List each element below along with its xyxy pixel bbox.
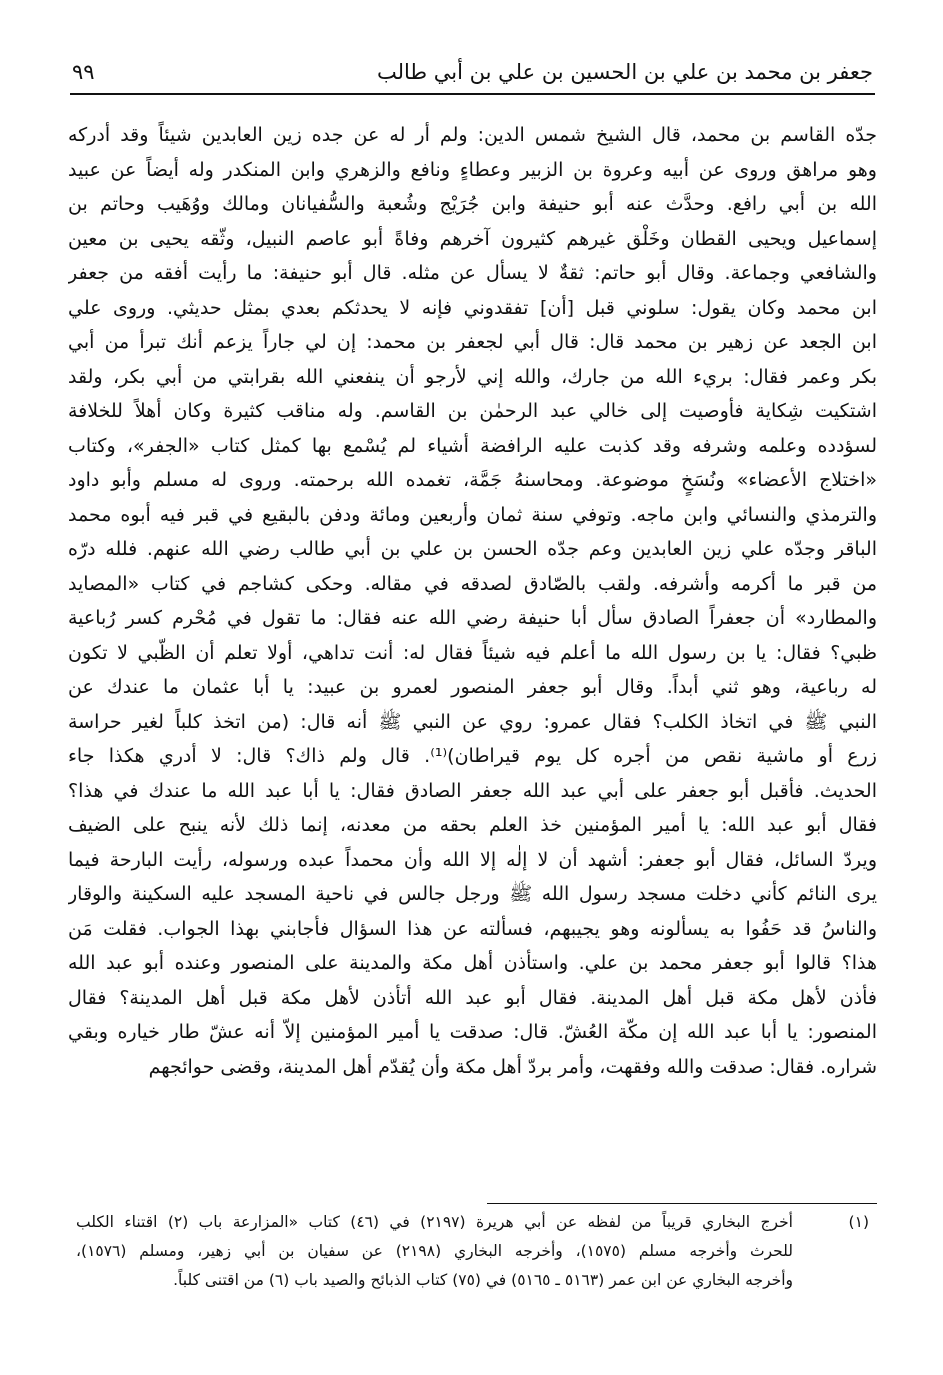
text-line: ابن محمد وكان يقول: سلوني قبل [أن] تفقدوني فإنه لا يحدثكم بعدي بمثل حديثي. وروى علي	[68, 296, 877, 319]
footnote-marker: (١)	[848, 1213, 869, 1231]
footnote-divider	[487, 1203, 877, 1204]
text-line: له رباعية، وهو ثني أبداً. وقال أبو جعفر المنصور لعمرو بن عبيد: يا أبا عثمان ما عندك عن	[68, 676, 877, 698]
footnote-line: للحرث وأخرجه مسلم (١٥٧٥)، وأخرجه البخاري (٢١٩٨) عن سفيان بن أبي زهير، ومسلم (١٥٧٦)،	[76, 1242, 793, 1260]
main-text	[68, 118, 877, 1084]
text-line: جدّه القاسم بن محمد، قال الشيخ شمس الدين: ولم أر له عن جده زين العابدين شيئاً وقد أدركه	[68, 124, 877, 146]
footnotes	[76, 1208, 877, 1295]
text-line: شراره. فقال: صدقت والله وفقهت، وأمر بردّ أهل مكة وأن يُقدّم أهل المدينة، وقضى حوائجهم	[148, 1055, 877, 1078]
text-line: والمطارد» أن جعفراً الصادق سأل أبا حنيفة رضي الله عنه فقال: ما تقول في مُحْرم كسر رُباعية	[68, 607, 877, 629]
text-line: الباقر وجدّه علي زين العابدين وعم جدّه الحسن بن علي بن أبي طالب رضي الله عنهم. فلله درّه	[68, 538, 877, 560]
footnote-line: وأخرجه البخاري عن ابن عمر (٥١٦٣ ـ ٥١٦٥) في (٧٥) كتاب الذبائح والصيد باب (٦) من اقتنى كلباً.	[173, 1271, 793, 1289]
text-line: ابن الجعد عن زهير بن محمد قال: قال أبي لجعفر بن محمد: إن لي جاراً يزعم أنك تبرأ من أبي	[68, 331, 877, 353]
text-line: بكر وعمر فقال: بريء الله من جارك، والله إني لأرجو أن ينفعني الله بقرابتي من أبي بكر، ولقد	[68, 365, 877, 388]
text-line: فأذن لأهل مكة قبل أهل المدينة. فقال أبو عبد الله أتأذن لأهل مكة قبل أهل المدينة؟ فقال	[68, 986, 877, 1009]
page-number: ٩٩	[72, 60, 95, 84]
text-line: يرى النائم كأني دخلت مسجد رسول الله ﷺ ورجل جالس في ناحية المسجد عليه السكينة والوقار	[68, 883, 877, 905]
text-line: المنصور: يا أبا عبد الله إن مكّة العُشّ. قال: صدقت يا أمير المؤمنين إلاّ أنه عشّ طار خياره وبقي	[68, 1021, 877, 1043]
text-line: والترمذي والنسائي وابن ماجه. وتوفي سنة ثمان وأربعين ومائة ودفن بالبقيع في قبر فيه أبوه محمد	[68, 503, 877, 526]
text-line: النبي ﷺ في اتخاذ الكلب؟ فقال عمرو: روي عن النبي ﷺ أنه قال: (من اتخذ كلباً لغير حراسة	[68, 710, 877, 733]
header-divider	[70, 93, 875, 95]
text-line: من قبر ما أكرمه وأشرفه. ولقب بالصّادق لصدقه في مقاله. وحكى كشاجم في كتاب «المصايد	[68, 572, 877, 595]
running-header	[72, 58, 873, 90]
text-line: إسماعيل ويحيى القطان وخَلْق غيرهم كثيرون آخرهم وفاةً أبو عاصم النبيل، وثّقه يحيى بن معين	[68, 227, 877, 250]
text-line: والشافعي وجماعة. وقال أبو حاتم: ثقةٌ لا يسأل عن مثله. قال أبو حنيفة: ما رأيت أفقه من جعفر	[68, 262, 877, 284]
text-line: لسؤدده وعلمه وشرفه وقد كذبت عليه الرافضة أشياء لم يُسْمع بها كمثل كتاب «الجفر»، وكتاب	[68, 434, 877, 457]
text-line: «اختلاج الأعضاء» ونُسَخٍ موضوعة. ومحاسنهُ جَمَّة، تغمده الله برحمته. وروى له مسلم وأبو داود	[68, 469, 877, 491]
text-line: فقال أبو عبد الله: يا أمير المؤمنين خذ العلم بحقه من معدنه، إنما ذلك لأنه ينبح على الضيف	[68, 814, 877, 836]
text-line: والناسُ قد حَفُوا به يسألونه وهو يجيبهم، فسألته عن هذا السؤال فأجابني بهذا الجواب. فقلت مَن	[68, 917, 877, 940]
footnote-text: أخرج البخاري قريباً من لفظه عن أبي هريرة (٢١٩٧) في (٤٦) كتاب «المزارعة باب (٢) اقتناء الكلب	[76, 1213, 793, 1231]
text-line: هذا؟ قالوا أبو جعفر محمد بن علي. واستأذن أهل مكة والمدينة على المنصور وعنده أبو عبد الله	[68, 952, 877, 974]
footnote-line	[76, 1208, 877, 1237]
text-line: اشتكيت شِكاية فأوصيت إلى خالي عبد الرحمٰن بن القاسم. وله مناقب كثيرة وكان أهلاً للخلافة	[68, 400, 877, 422]
text-line: الله بن أبي رافع. وحدَّث عنه أبو حنيفة وابن جُرَيْج وشُعبة والسُّفيانان ومالك ووُهَيب وحاتم بن	[68, 193, 877, 215]
text-line: زرع أو ماشية نقص من أجره كل يوم قيراطان)⁽¹⁾. قال ولم ذاك؟ قال: لا أدري هكذا جاء	[68, 745, 877, 767]
text-line: ظبي؟ فقال: يا بن رسول الله ما أعلم فيه شيئاً فقال له: أنت تداهي، أولا تعلم أن الظّبي لا تكون	[68, 641, 877, 664]
text-line: وهو مراهق وروى عن أبيه وعروة بن الزبير وعطاءٍ ونافع والزهري وابن المنكدر وله أيضاً عن عبيد	[68, 158, 877, 181]
text-line: الحديث. فأقبل أبو جعفر على أبي عبد الله جعفر الصادق فقال: يا أبا عبد الله ما عندك في هذا؟	[68, 779, 877, 802]
running-title: جعفر بن محمد بن علي بن الحسين بن علي بن أبي طالب	[376, 60, 873, 84]
text-line: ويردّ السائل، فقال أبو جعفر: أشهد أن لا إلٰه إلا الله وأن محمداً عبده ورسوله، رأيت البارحة فيما	[68, 848, 877, 871]
